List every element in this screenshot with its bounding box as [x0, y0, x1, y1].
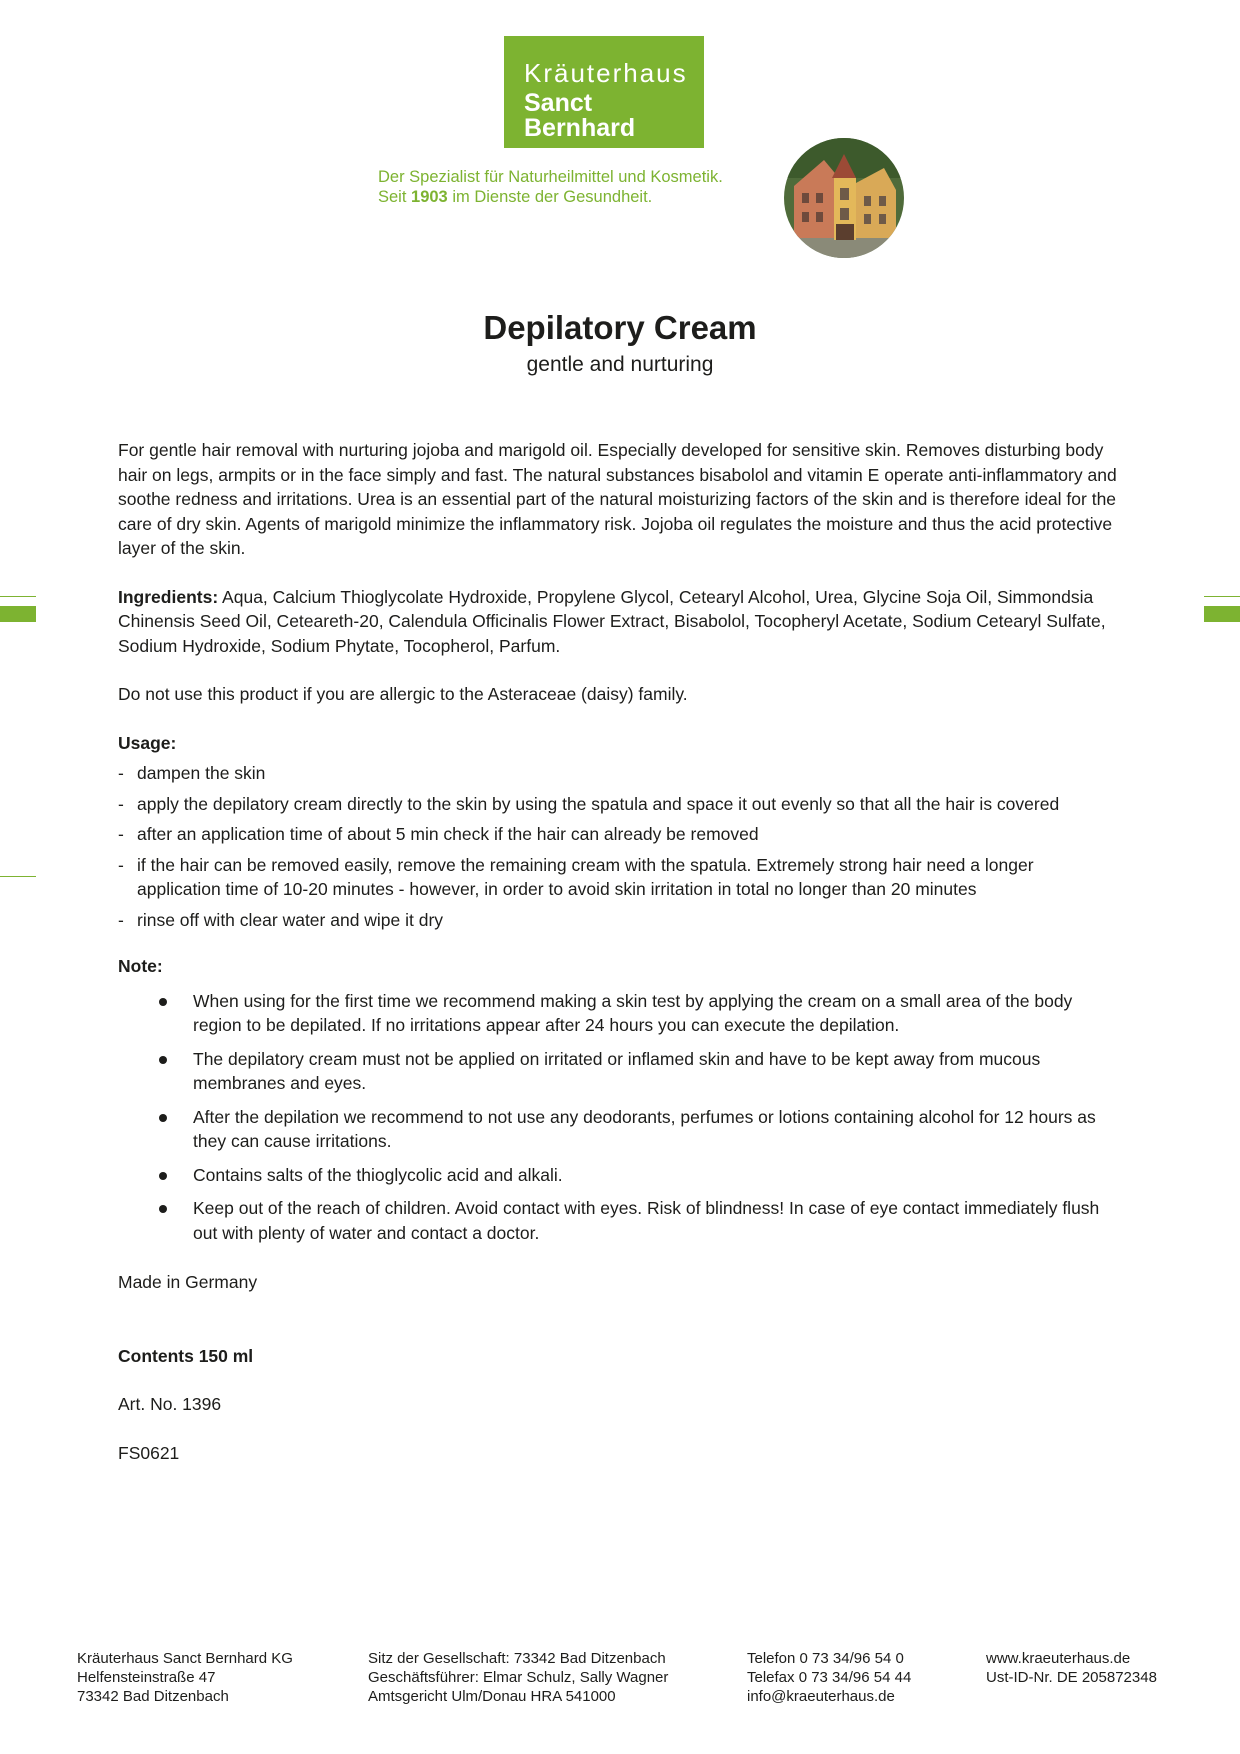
fold-mark-right-bar — [1204, 606, 1240, 622]
footer-line: Amtsgericht Ulm/Donau HRA 541000 — [368, 1688, 616, 1705]
ingredients-label: Ingredients: — [118, 586, 219, 607]
product-subtitle: gentle and nurturing — [526, 353, 714, 376]
brand-tagline — [378, 167, 723, 207]
note-item: Contains salts of the thioglycolic acid and alkali. — [118, 1163, 1118, 1188]
bullet-icon — [159, 1056, 167, 1064]
logo-line-1: Kräuterhaus — [524, 58, 688, 88]
footer-line: Kräuterhaus Sanct Bernhard KG — [77, 1650, 293, 1667]
usage-step: - rinse off with clear water and wipe it dry — [118, 909, 444, 930]
footer-fax: Telefax 0 73 34/96 54 44 — [747, 1669, 912, 1686]
usage-step: - if the hair can be removed easily, remove the remaining cream with the spatula. Extremely strong hair need a longer application time of 10-20 minutes - however, in order to avoid skin irritation in total no longer than 20 minutes — [118, 854, 1034, 899]
footer-phone: Telefon 0 73 34/96 54 0 — [747, 1650, 904, 1667]
brand-logo — [504, 36, 704, 148]
footer-web — [986, 1649, 1157, 1687]
tagline-suffix: im Dienste der Gesundheit. — [447, 188, 653, 206]
usage-step: - dampen the skin — [118, 763, 266, 783]
made-in: Made in Germany — [118, 1272, 258, 1292]
allergy-warning: Do not use this product if you are allergic to the Asteraceae (daisy) family. — [118, 684, 688, 704]
footer-contact — [747, 1649, 911, 1706]
note-item: Keep out of the reach of children. Avoid contact with eyes. Risk of blindness! In case of eye contact immediately flush out with plenty of water and contact a doctor. — [118, 1196, 1118, 1245]
usage-list — [118, 761, 1118, 932]
bullet-icon — [159, 1172, 167, 1180]
title-block — [0, 306, 1240, 380]
footer-line: Sitz der Gesellschaft: 73342 Bad Ditzenbach — [368, 1650, 666, 1667]
footer-registration — [368, 1649, 668, 1706]
document-code: FS0621 — [118, 1442, 180, 1463]
building-illustration — [784, 138, 904, 258]
footer-vat-id: Ust-ID-Nr. DE 205872348 — [986, 1669, 1157, 1686]
note-item: When using for the first time we recommend making a skin test by applying the cream on a small area of the body region to be depilated. If no irritations appear after 24 hours you can execute the depilation. — [118, 989, 1118, 1038]
bullet-icon — [159, 1205, 167, 1213]
tagline-line-2 — [378, 187, 723, 207]
tagline-prefix: Seit — [378, 188, 412, 206]
fold-mark-left-bar — [0, 606, 36, 622]
ingredients-list: Aqua, Calcium Thioglycolate Hydroxide, Propylene Glycol, Cetearyl Alcohol, Urea, Glycine Soja Oil, Simmondsia Chinensis Seed Oil, Ceteareth-20, Calendula Officinalis Flower Extract, Bisabolol, Tocopheryl Acetate, Sodium Cetearyl Sulfate, Sodium Hydroxide, Sodium Phytate, Tocopherol, Parfum. — [118, 586, 1106, 656]
bullet-icon — [159, 1114, 167, 1122]
tagline-line-1: Der Spezialist für Naturheilmittel und Kosmetik. — [378, 168, 723, 186]
footer-line: Helfensteinstraße 47 — [77, 1669, 216, 1686]
article-number: Art. No. 1396 — [118, 1394, 222, 1414]
usage-step: - after an application time of about 5 min check if the hair can already be removed — [118, 824, 759, 844]
note-heading: Note: — [118, 956, 163, 976]
intro-paragraph: For gentle hair removal with nurturing jojoba and marigold oil. Especially developed for sensitive skin. Removes disturbing body hair on legs, armpits or in the face simply and fast. The natural substances bisabolol and vitamin E operate anti-inflammatory and soothe redness and irritations. Urea is an essential part of the natural moisturizing factors of the skin and is therefore ideal for the care of dry skin. Agents of marigold minimize the inflammatory risk. Jojoba oil regulates the moisture and thus the acid protective layer of the skin. — [118, 440, 1117, 558]
building-photo — [784, 138, 904, 258]
note-list — [118, 989, 1118, 1246]
footer-line: 73342 Bad Ditzenbach — [77, 1688, 229, 1705]
footer-website[interactable]: www.kraeuterhaus.de — [986, 1650, 1131, 1667]
fold-mark-left-line — [0, 596, 36, 597]
note-item: The depilatory cream must not be applied on irritated or inflamed skin and have to be kept away from mucous membranes and eyes. — [118, 1047, 1118, 1096]
bullet-icon — [159, 998, 167, 1006]
footer-line: Geschäftsführer: Elmar Schulz, Sally Wagner — [368, 1669, 669, 1686]
footer-email[interactable]: info@kraeuterhaus.de — [747, 1688, 895, 1705]
ingredients-paragraph — [118, 585, 1118, 659]
note-item: After the depilation we recommend to not use any deodorants, perfumes or lotions containing alcohol for 12 hours as they can cause irritations. — [118, 1105, 1118, 1154]
punch-mark-left — [0, 876, 36, 877]
tagline-year: 1903 — [411, 188, 448, 206]
fold-mark-right-line — [1204, 596, 1240, 597]
contents: Contents 150 ml — [118, 1345, 254, 1366]
footer-company — [77, 1649, 293, 1706]
usage-step: - apply the depilatory cream directly to the skin by using the spatula and space it out evenly so that all the hair is covered — [118, 793, 1060, 814]
usage-heading: Usage: — [118, 732, 177, 753]
product-title: Depilatory Cream — [483, 309, 757, 346]
logo-line-2: Sanct Bernhard — [524, 89, 636, 142]
product-description — [118, 438, 1118, 1465]
